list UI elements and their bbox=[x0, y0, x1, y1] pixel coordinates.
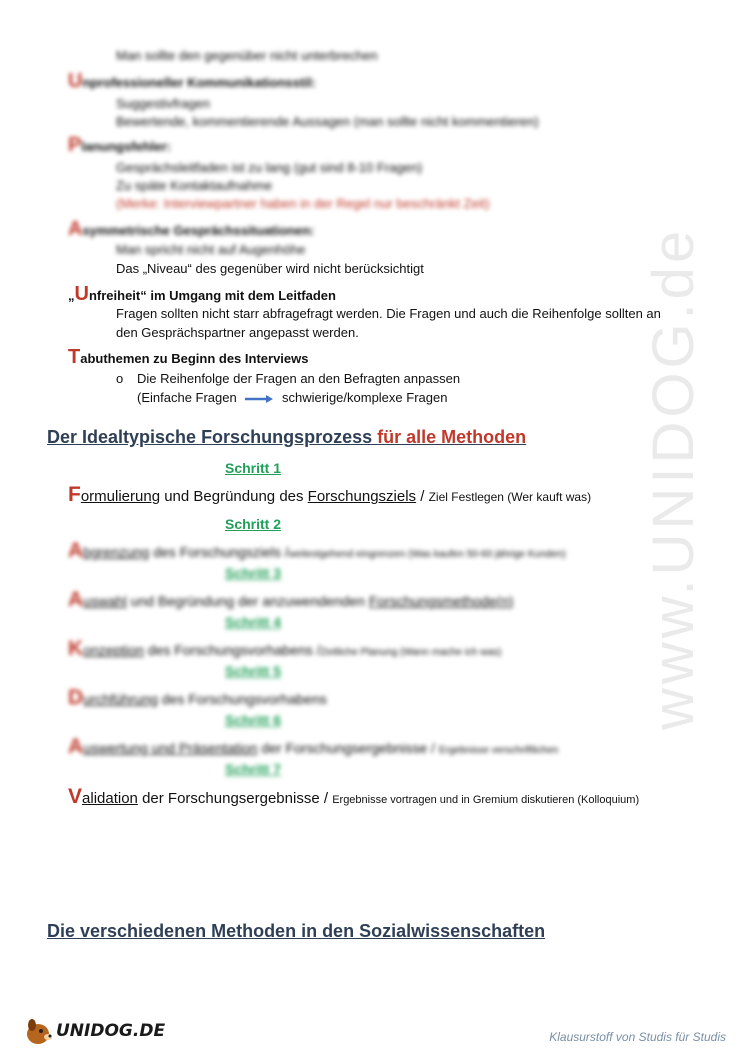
item-line: Die Reihenfolge der Fragen an den Befragten anpassen bbox=[137, 371, 461, 386]
step-keyword2: Forschungsmethode(n) bbox=[368, 593, 514, 609]
item-line: Bewertende, kommentierende Aussagen (man sollte nicht kommentieren) bbox=[116, 114, 539, 129]
initial-cap: A bbox=[68, 218, 83, 240]
step-tail: / bbox=[416, 488, 429, 505]
initial-cap: U bbox=[74, 283, 89, 305]
heading-part-b: für alle Methoden bbox=[377, 427, 527, 447]
step-keyword: uswertung und Präsentation bbox=[83, 740, 258, 756]
watermark: www.UNIDOG.de bbox=[641, 226, 706, 730]
quote-mark: „ bbox=[68, 288, 75, 303]
step-keyword: bgrenzung bbox=[83, 544, 150, 560]
arrow-right-text: schwierige/komplexe Fragen bbox=[281, 390, 448, 405]
step-label: Schritt 2 bbox=[225, 516, 282, 532]
step-row bbox=[68, 686, 327, 710]
right-arrow-icon bbox=[244, 394, 274, 404]
item-tabuthemen bbox=[68, 346, 309, 369]
step-note: Ziel Festlegen (Wer kauft was) bbox=[428, 490, 592, 504]
logo-text: UNIDOG.DE bbox=[56, 1021, 166, 1041]
section-heading-methoden: Die verschiedenen Methoden in den Sozialwissenschaften bbox=[47, 921, 546, 941]
step-row bbox=[68, 637, 501, 661]
initial-cap: A bbox=[68, 588, 84, 611]
initial-cap: F bbox=[68, 483, 81, 506]
initial-cap: A bbox=[68, 539, 84, 562]
step-row bbox=[68, 785, 639, 809]
initial-cap: K bbox=[68, 637, 84, 660]
step-label: Schritt 7 bbox=[225, 761, 282, 777]
step-keyword: ormulierung bbox=[80, 488, 161, 505]
step-keyword: uswahl bbox=[83, 593, 127, 609]
bullet-marker: o bbox=[116, 371, 124, 386]
section-heading-prozess bbox=[47, 427, 526, 448]
step-label: Schritt 4 bbox=[225, 614, 282, 630]
step-keyword2: Forschungsziels bbox=[307, 488, 417, 505]
step-middle: des Forschungsziels / bbox=[149, 544, 289, 560]
item-line: Gesprächsleitfaden ist zu lang (gut sind 8-10 Fragen) bbox=[116, 160, 423, 175]
item-planungsfehler bbox=[68, 134, 171, 157]
arrow-left-text: (Einfache Fragen bbox=[137, 390, 237, 405]
step-middle: und Begründung des bbox=[160, 488, 308, 505]
item-title: nfreiheit“ im Umgang mit dem Leitfaden bbox=[88, 288, 336, 303]
item-line-arrow bbox=[137, 390, 447, 405]
step-middle: des Forschungsvorhabens / bbox=[143, 642, 321, 658]
step-middle: des Forschungsvorhabens bbox=[157, 691, 327, 707]
step-middle: und Begründung der anzuwendenden bbox=[126, 593, 369, 609]
initial-cap: D bbox=[68, 686, 84, 709]
initial-cap: A bbox=[68, 735, 84, 758]
step-label: Schritt 6 bbox=[225, 712, 282, 728]
initial-cap: P bbox=[68, 134, 82, 156]
step-keyword: onzeption bbox=[83, 642, 144, 658]
step-row bbox=[68, 539, 566, 563]
item-line: Das „Niveau“ des gegenüber wird nicht berücksichtigt bbox=[116, 261, 424, 276]
item-title: symmetrische Gesprächssituationen: bbox=[82, 223, 315, 238]
step-row bbox=[68, 483, 591, 507]
step-row bbox=[68, 588, 514, 612]
item-line: Suggestivfragen bbox=[116, 96, 210, 111]
item-asymmetrisch bbox=[68, 218, 314, 241]
item-unprofessionell bbox=[68, 70, 316, 93]
step-middle: der Forschungsergebnisse / bbox=[257, 740, 439, 756]
initial-cap: T bbox=[68, 346, 81, 368]
item-unfreiheit bbox=[68, 283, 336, 306]
step-label: Schritt 5 bbox=[225, 663, 282, 679]
step-keyword: alidation bbox=[82, 790, 138, 807]
footer-logo bbox=[22, 1012, 166, 1053]
item-note: (Merke: Interviewpartner haben in der Regel nur beschränkt Zeit) bbox=[116, 196, 490, 211]
item-line: Fragen sollten nicht starr abfragefragt werden. Die Fragen und auch die Reihenfolge sollten an bbox=[116, 306, 661, 321]
item-line: den Gesprächspartner angepasst werden. bbox=[116, 325, 359, 340]
step-note: Ergebnisse verschriftlichen bbox=[438, 745, 559, 756]
step-row bbox=[68, 735, 558, 759]
step-keyword: urchführung bbox=[83, 691, 158, 707]
item-title: lanungsfehler: bbox=[81, 139, 171, 154]
step-note: Zeitliche Planung (Wann mache ich was) bbox=[320, 647, 502, 658]
item-line: Zu späte Kontaktaufnahme bbox=[116, 178, 273, 193]
step-label: Schritt 3 bbox=[225, 565, 282, 581]
item-title: nprofessioneller Kommunikationsstil: bbox=[82, 75, 316, 90]
step-middle: der Forschungsergebnisse / bbox=[137, 790, 333, 807]
item-line: Man spricht nicht auf Augenhöhe bbox=[116, 242, 306, 257]
line-ref: Man sollte den gegenüber nicht unterbrechen bbox=[116, 48, 378, 63]
step-note: weitestgehend eingrenzen (Was kaufen 50-60 jährige Kunden) bbox=[288, 549, 566, 560]
step-label: Schritt 1 bbox=[225, 460, 282, 476]
step-note: Ergebnisse vortragen und in Gremium diskutieren (Kolloquium) bbox=[332, 794, 640, 806]
initial-cap: V bbox=[68, 785, 83, 808]
item-title: abuthemen zu Beginn des Interviews bbox=[80, 351, 309, 366]
footer-tagline: Klausurstoff von Studis für Studis bbox=[549, 1030, 726, 1044]
initial-cap: U bbox=[68, 70, 83, 92]
heading-part-a: Der Idealtypische Forschungsprozess bbox=[47, 427, 378, 447]
